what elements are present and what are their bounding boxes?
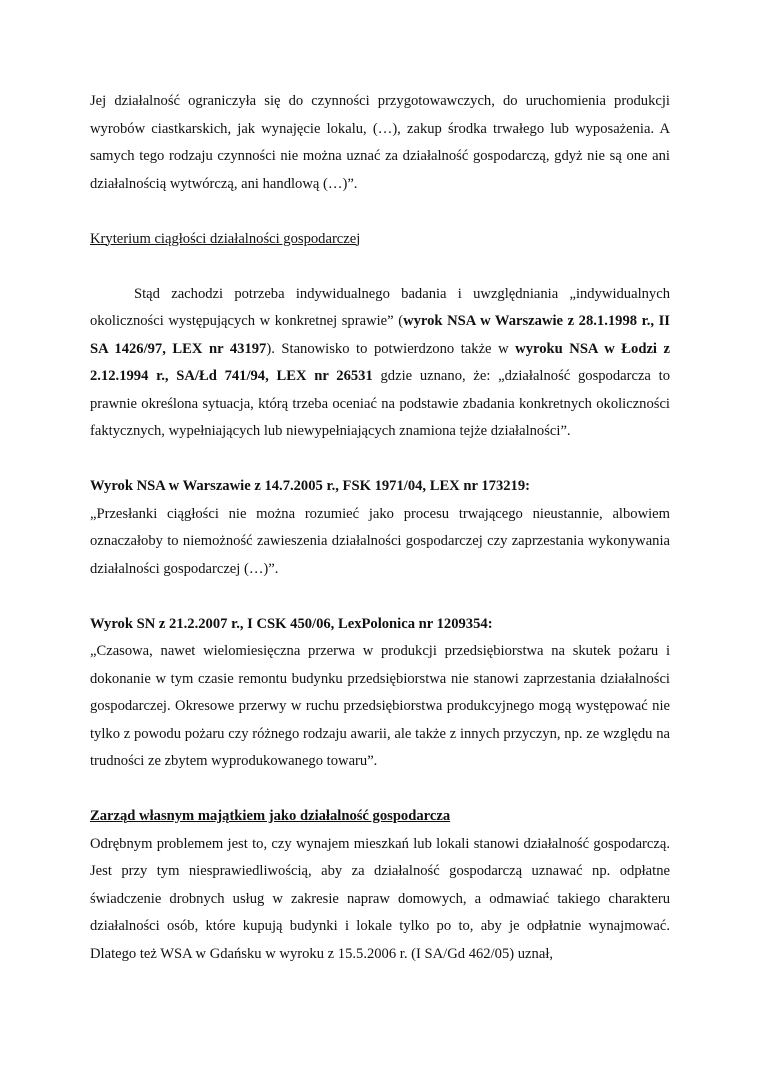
paragraph-continuity bbox=[90, 281, 670, 446]
citation-bold: wyroku NSA w Łodzi z 2.12.1994 r., SA/Łd 741/94, LEX nr 26531 bbox=[90, 340, 670, 384]
paragraph-quote-end: Jej działalność ograniczyła się do czynności przygotowawczych, do uruchomienia produkcji wyrobów ciastkarskich, jak wynajęcie lokalu, (…), zakup środka trwałego lub wyposażenia. A samych tego rodzaju czynności nie można uznać za działalność gospodarczą, gdyż nie są one ani działalnością wytwórczą, ani handlową (…)”. bbox=[90, 93, 670, 192]
paragraph-property: Odrębnym problemem jest to, czy wynajem mieszkań lub lokali stanowi działalność gospodarczą. Jest przy tym niesprawiedliwością, aby za działalność gospodarczą uznawać np. odpłatne świadczenie drobnych usług w zakresie napraw domowych, a odmawiać takiego charakteru działalności osób, które kupują budynki i lokale tylko po to, aby je odpłatnie wynajmować. Dlatego też WSA w Gdańsku w wyroku z 15.5.2006 r. (I SA/Gd 462/05) uznał, bbox=[90, 835, 670, 962]
ruling-text: „Przesłanki ciągłości nie można rozumieć jako procesu trwającego nieustannie, albowiem oznaczałoby to niemożność zawieszenia działalności gospodarczej czy zaprzestania wykonywania działalności gospodarczej (…)”. bbox=[90, 505, 670, 577]
ruling-title-text: Wyrok NSA w Warszawie z 14.7.2005 r., FSK 1971/04, LEX nr 173219: bbox=[90, 478, 530, 494]
section-heading-property bbox=[90, 803, 670, 831]
ruling-title bbox=[90, 473, 670, 501]
text-span: gdzie uznano, że: „działalność gospodarcza to prawnie określona sytuacja, którą trzeba oceniać na podstawie zbadania konkretnych okoliczności faktycznych, wypełniających lub niewypełniających znamiona tejże działalności”. bbox=[90, 368, 670, 439]
document-page bbox=[90, 88, 670, 968]
section-heading-text: Zarząd własnym majątkiem jako działalność gospodarcza bbox=[90, 808, 451, 824]
section-heading-continuity: Kryterium ciągłości działalności gospodarczej bbox=[90, 230, 361, 247]
ruling-title-text: Wyrok SN z 21.2.2007 r., I CSK 450/06, LexPolonica nr 1209354: bbox=[90, 615, 493, 632]
citation-bold: wyrok NSA w Warszawie z 28.1.1998 r., II SA 1426/97, LEX nr 43197 bbox=[90, 313, 670, 357]
text-span: ). Stanowisko to potwierdzono także w bbox=[266, 340, 516, 357]
ruling-text: „Czasowa, nawet wielomiesięczna przerwa w produkcji przedsiębiorstwa na skutek pożaru i dokonanie w tym czasie remontu budynku przedsiębiorstwa nie stanowi zaprzestania działalności gospodarczej. Okresowe przerwy w ruchu przedsiębiorstwa produkcyjnego mogą występować nie tylko z powodu pożaru czy różnego rodzaju awarii, ale także z innych przyczyn, np. ze względu na trudności ze zbytem wyprodukowanego towaru”. bbox=[90, 643, 670, 769]
ruling-title bbox=[90, 611, 670, 639]
text-span: Stąd zachodzi potrzeba indywidualnego badania i uwzględniania „indywidualnych okoliczności występujących w konkretnej sprawie” ( bbox=[90, 285, 670, 329]
